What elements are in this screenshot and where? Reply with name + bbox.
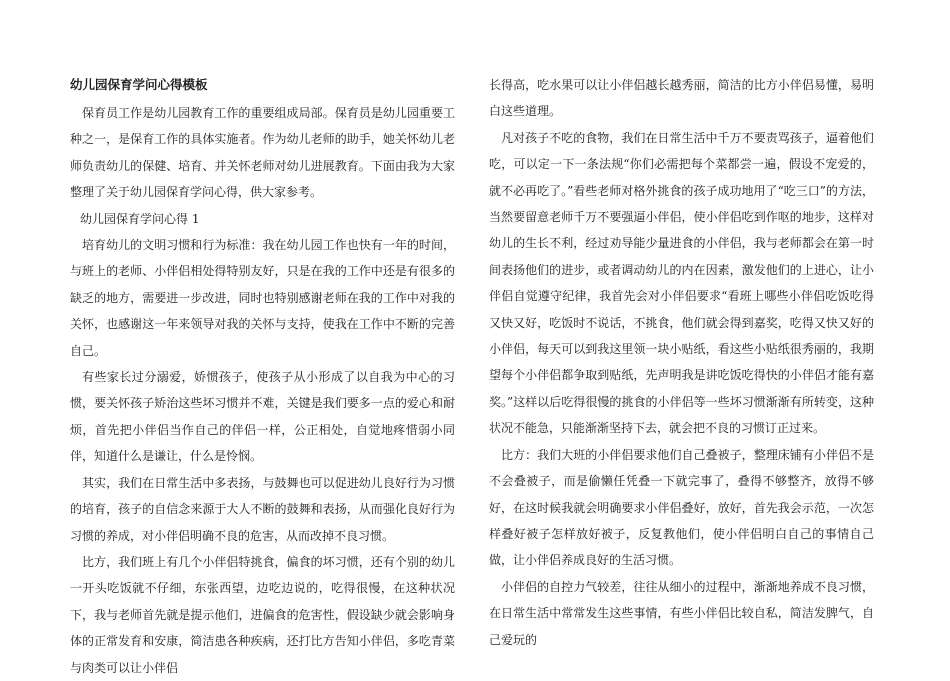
body-paragraph: 凡对孩子不吃的食物，我们在日常生活中千万不要责骂孩子，逼着他们吃，可以定一下一条法规“你们必需把每个菜都尝一遍，假设不宠爱的，就不必再吃了。”看些老师对格外挑食的孩子成功地用了“吃三口”的方法，当然要留意老师千万不要强逼小伴侣，使小伴侣吃到作呕的地步，这样对幼儿的生长不利，经过劝导能少量进食的小伴侣，我与老师都会在第一时间表扬他们的进步，或者调动幼儿的内在因素，激发他们的上进心，让小伴侣自觉遵守纪律，我首先会对小伴侣要求“看班上哪些小伴侣吃饭吃得又快又好，吃饭时不说话，不挑食，他们就会得到嘉奖，吃得又快又好的小伴侣，每天可以到我这里领一块小贴纸，看这些小贴纸很秀丽的，我期望每个小伴侣都争取到贴纸，先声明我是讲吃饭吃得快的小伴侣才能有嘉奖。”这样以后吃得很慢的挑食的小伴侣等一些坏习惯渐渐有所转变，这种状况不能急，只能渐渐坚持下去，就会把不良的习惯订正过来。 xyxy=(489,130,874,436)
body-paragraph: 培育幼儿的文明习惯和行为标准：我在幼儿园工作也快有一年的时间，与班上的老师、小伴侣相处得特别友好，只是在我的工作中还是有很多的缺乏的地方，需要进一步改进，同时也特别感谢老师在我的工作中对我的关怀，也感谢这一年来领导对我的关怀与支持，使我在工作中不断的完善自己。 xyxy=(70,238,455,358)
body-paragraph: 比方：我们大班的小伴侣要求他们自己叠被子，整理床铺有小伴侣不是不会叠被子，而是偷懒任凭叠一下就完事了，叠得不够整齐，放得不够好，在这时候我就会明确要求小伴侣叠好，放好，首先我会示范，一次怎样叠好被子怎样放好被子，反复教他们，使小伴侣明白自己的事情自己做，让小伴侣养成良好的生活习惯。 xyxy=(489,447,874,568)
body-paragraph: 其实，我们在日常生活中多表扬，与鼓舞也可以促进幼儿良好行为习惯的培育，孩子的自信念来源于大人不断的鼓舞和表扬，从而强化良好行为习惯的养成，对小伴侣明确不良的危害，从而改掉不良习惯。 xyxy=(70,475,455,543)
body-paragraph: 小伴侣的自控力气较差，往往从细小的过程中，渐渐地养成不良习惯，在日常生活中常常发生这些事情，有些小伴侣比较自私，简洁发脾气，自己爱玩的 xyxy=(489,579,874,647)
document-title: 幼儿园保育学问心得模板 xyxy=(70,77,208,92)
body-paragraph: 有些家长过分溺爱，娇惯孩子，使孩子从小形成了以自我为中心的习惯，要关怀孩子矫治这些坏习惯并不难，关键是我们要多一点的爱心和耐烦，首先把小伴侣当作自己的伴侣一样，公正相处，自觉地疼惜弱小同伴，知道什么是谦让，什么是怜悯。 xyxy=(70,370,455,464)
intro-paragraph: 保育员工作是幼儿园教育工作的重要组成局部。保育员是幼儿园重要工种之一，是保育工作的具体实施者。作为幼儿老师的助手，她关怀幼儿老师负责幼儿的保健、培育、并关怀老师对幼儿进展教育。下面由我为大家整理了关于幼儿园保育学问心得，供大家参考。 xyxy=(70,106,455,200)
right-column xyxy=(489,72,874,653)
continued-paragraph: 长得高，吃水果可以让小伴侣越长越秀丽，简洁的比方小伴侣易懂，易明白这些道理。 xyxy=(489,78,874,119)
body-paragraph: 比方，我们班上有几个小伴侣特挑食，偏食的坏习惯，还有个别的幼儿一开头吃饭就不仔细，东张西望，边吃边说的，吃得很慢，在这种状况下，我与老师首先就是提示他们，进偏食的危害性，假设缺少就会影响身体的正常发育和安康，简洁患各种疾病，还打比方告知小伴侣，多吃青菜与肉类可以让小伴侣 xyxy=(70,554,455,675)
section-heading: 幼儿园保育学问心得 1 xyxy=(80,211,200,226)
left-column xyxy=(70,72,455,681)
